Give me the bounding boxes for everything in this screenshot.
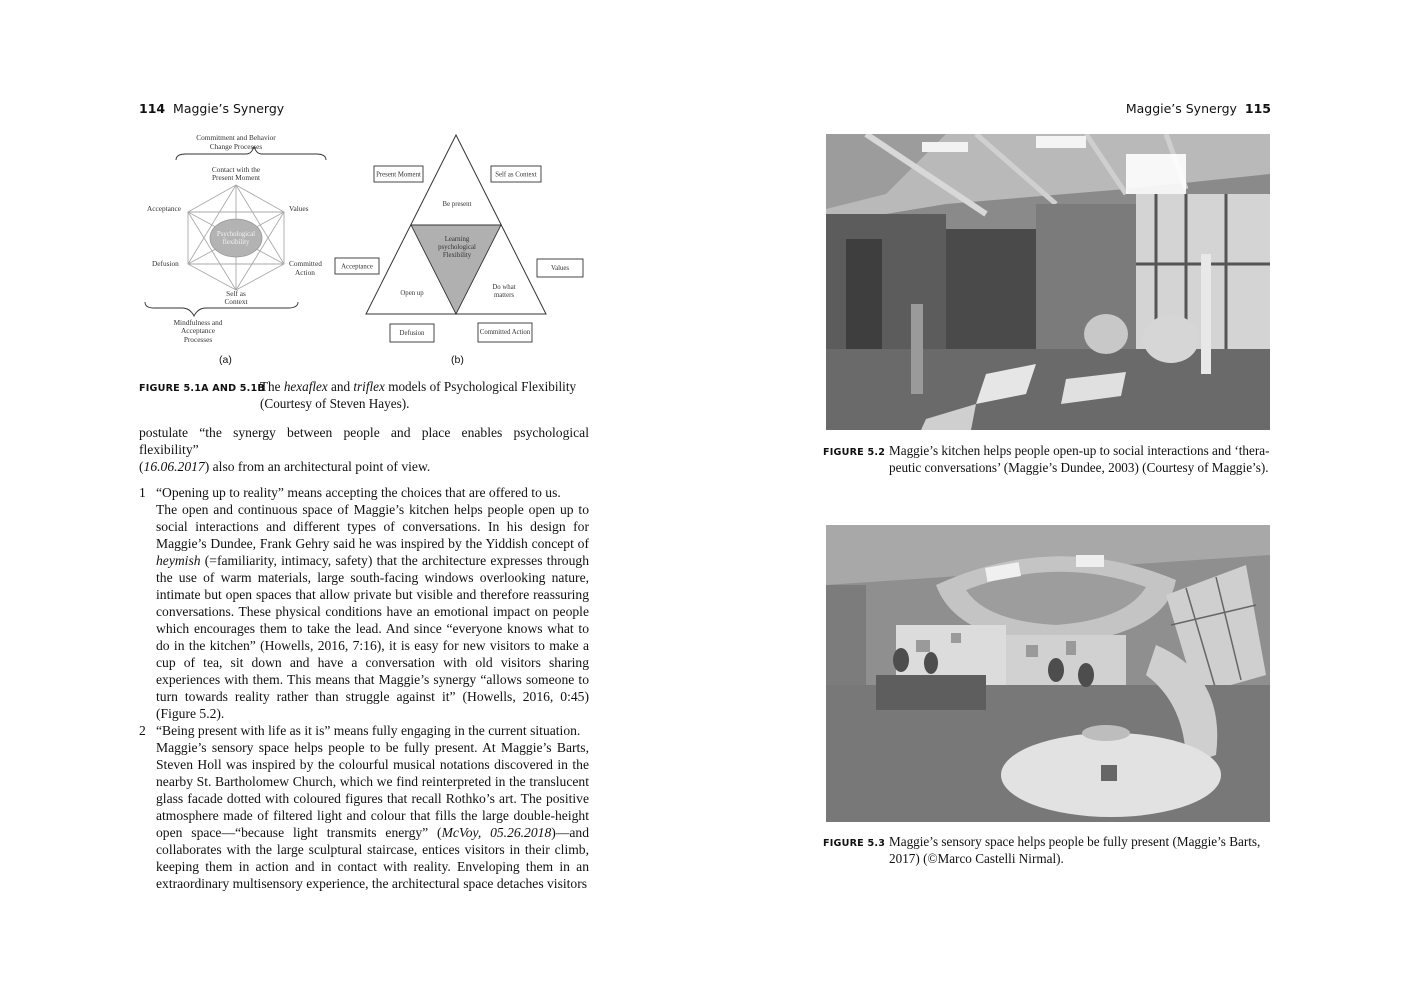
figure-5-1-caption bbox=[260, 379, 589, 412]
hexaflex-self-line1: Self as bbox=[226, 289, 246, 298]
list-item-2-heading: “Being present with life as it is” means fully engaging in the current situation. bbox=[156, 723, 581, 738]
triflex-do-what-line2: matters bbox=[493, 292, 515, 299]
triflex-values: Values bbox=[550, 265, 570, 272]
kitchen-photo-illustration bbox=[826, 134, 1270, 430]
hexaflex-diagram bbox=[138, 128, 338, 370]
bottom-brace bbox=[145, 302, 298, 316]
hexaflex-mind-line1: Mindfulness and bbox=[173, 318, 223, 327]
item2-citation: McVoy, 05.26.2018 bbox=[441, 825, 552, 840]
triflex-present-moment: Present Moment bbox=[376, 171, 421, 179]
item2-text-part1: Maggie’s sensory space helps people to be fully present. At Maggie’s Barts, Steven Holl was inspired by the colourful musical notations discovered in the nearby St. Bartholomew Church, which we find reinterpreted in the translucent glass facade dotted with coloured figures that recall Rothko’s art. The positive atmosphere made of filtered light and colour that fills the large double-height open space—“because light transmits energy” ( bbox=[156, 740, 589, 840]
hexaflex-mind-line2: Acceptance bbox=[180, 326, 216, 335]
right-running-title: Maggie’s Synergy bbox=[1125, 101, 1237, 116]
intro-paragraph bbox=[139, 424, 589, 475]
fig51-caption-line2: (Courtesy of Steven Hayes). bbox=[260, 395, 410, 411]
right-page-number: 115 bbox=[1244, 101, 1271, 116]
item1-heymish: heymish bbox=[156, 553, 201, 568]
fig53-caption-line2: 2017) (©Marco Castelli Nirmal). bbox=[889, 850, 1064, 866]
fig52-caption-line1: Maggie’s kitchen helps people open-up to social interactions and ‘thera- bbox=[889, 443, 1270, 458]
triflex-center-line3: Flexibility bbox=[442, 252, 472, 259]
intro-part1: postulate “the synergy between people and place enables psychological flexibility” bbox=[139, 425, 589, 457]
figure-5-2-label: FIGURE 5.2 bbox=[823, 447, 886, 458]
triflex-defusion: Defusion bbox=[399, 330, 425, 337]
intro-part3: ) also from an architectural point of view. bbox=[204, 459, 431, 474]
triflex-open-up: Open up bbox=[400, 290, 424, 297]
list-item-1-heading: “Opening up to reality” means accepting the choices that are offered to us. bbox=[156, 485, 561, 500]
left-running-head bbox=[139, 101, 284, 116]
kitchen-photo bbox=[826, 134, 1270, 430]
hexaflex-values: Values bbox=[289, 204, 309, 213]
right-running-head bbox=[1126, 101, 1271, 116]
figure-5-2-caption bbox=[889, 443, 1273, 476]
hexaflex-self-line2: Context bbox=[224, 297, 248, 306]
hexaflex-acceptance: Acceptance bbox=[147, 204, 182, 213]
fig52-caption-line2: peutic conversations’ (Maggie’s Dundee, 2003) (Courtesy of Maggie’s). bbox=[889, 459, 1269, 475]
list-item-2-number: 2 bbox=[139, 723, 146, 738]
triflex-center-line2: psychological bbox=[438, 244, 476, 251]
triflex-diagram bbox=[333, 128, 589, 370]
hexaflex-contact-line2: Present Moment bbox=[211, 173, 261, 182]
hexaflex-contact-line1: Contact with the bbox=[211, 165, 261, 174]
item2-text-part2: )—and collaborates with the large sculptural staircase, entices visitors in their climb, keeping them in action and in contact with reality. Enveloping them in an extraordinary multisensory experience, the architectural space detaches visitors bbox=[156, 825, 589, 891]
triflex-be-present: Be present bbox=[442, 201, 472, 208]
hexaflex-committed-line2: Action bbox=[295, 268, 315, 277]
fig53-caption-line1: Maggie’s sensory space helps people be fully present (Maggie’s Barts, bbox=[889, 834, 1261, 849]
hexaflex-label: (a) bbox=[219, 354, 232, 366]
item1-text-part2: (=familiarity, intimacy, safety) that the architecture expresses through the use of warm materials, large south-facing windows overlooking nature, intimate but open spaces that allow private but visible and therefore reassuring conversations. These physical conditions have an emotional impact on people which encourages them to take the lead. And since “everyone knows what to do in the kitchen” (Howells, 2016, 7:16), it is easy for new visitors to make a cup of tea, sit down and have a conversation with old visitors sharing experiences with them. This means that Maggie’s synergy “allows someone to turn towards reality rather than struggle against it” (Howells, 2016, 0:45) (Figure 5.2). bbox=[156, 553, 589, 721]
list-item-2-body bbox=[156, 739, 589, 892]
list-item-2 bbox=[139, 722, 589, 892]
triflex-self-as-context: Self as Context bbox=[495, 171, 537, 179]
intro-date: 16.06.2017 bbox=[143, 459, 205, 474]
triflex-label: (b) bbox=[451, 354, 464, 366]
hexaflex-title-line1: Commitment and Behavior bbox=[196, 133, 276, 142]
fig51-caption-hexaflex: hexaflex bbox=[283, 379, 328, 394]
figure-5-3-label: FIGURE 5.3 bbox=[823, 838, 886, 849]
left-body bbox=[139, 424, 589, 892]
fig51-caption-part2: and bbox=[327, 379, 354, 394]
triflex-center-line1: Learning bbox=[444, 236, 470, 243]
triflex-do-what-line1: Do what bbox=[492, 284, 516, 291]
item1-text-part1: The open and continuous space of Maggie’s kitchen helps people open up to social interactions and different types of conversations. In his design for Maggie’s Dundee, Frank Gehry said he was inspired by the Yiddish concept of bbox=[156, 502, 589, 551]
figure-5-1-label: FIGURE 5.1A AND 5.1B bbox=[139, 383, 265, 394]
list-item-1-body bbox=[156, 501, 589, 722]
sensory-space-photo-illustration bbox=[826, 525, 1270, 822]
left-running-title: Maggie’s Synergy bbox=[173, 101, 285, 116]
figure-5-3-caption bbox=[889, 834, 1273, 867]
list-item-1-number: 1 bbox=[139, 485, 146, 500]
triflex-committed-action: Committed Action bbox=[479, 329, 531, 336]
hexaflex-center-line1: Psychological bbox=[216, 231, 256, 238]
sensory-space-photo bbox=[826, 525, 1270, 822]
fig51-caption-part3: models of Psychological Flexibility bbox=[384, 379, 577, 394]
hexaflex-title-line2: Change Processes bbox=[209, 142, 263, 151]
fig51-caption-triflex: triflex bbox=[353, 379, 385, 394]
hexaflex-mind-line3: Processes bbox=[183, 335, 213, 344]
left-page-number: 114 bbox=[139, 101, 166, 116]
fig51-caption-part1: The bbox=[260, 379, 284, 394]
list-item-1 bbox=[139, 484, 589, 722]
hexaflex-center-ellipse bbox=[210, 219, 262, 257]
intro-part2: ( bbox=[139, 459, 144, 474]
hexaflex-center-line2: flexibility bbox=[222, 239, 250, 246]
hexaflex-defusion: Defusion bbox=[152, 259, 179, 268]
hexaflex-committed-line1: Committed bbox=[289, 259, 322, 268]
triflex-acceptance: Acceptance bbox=[341, 263, 373, 271]
